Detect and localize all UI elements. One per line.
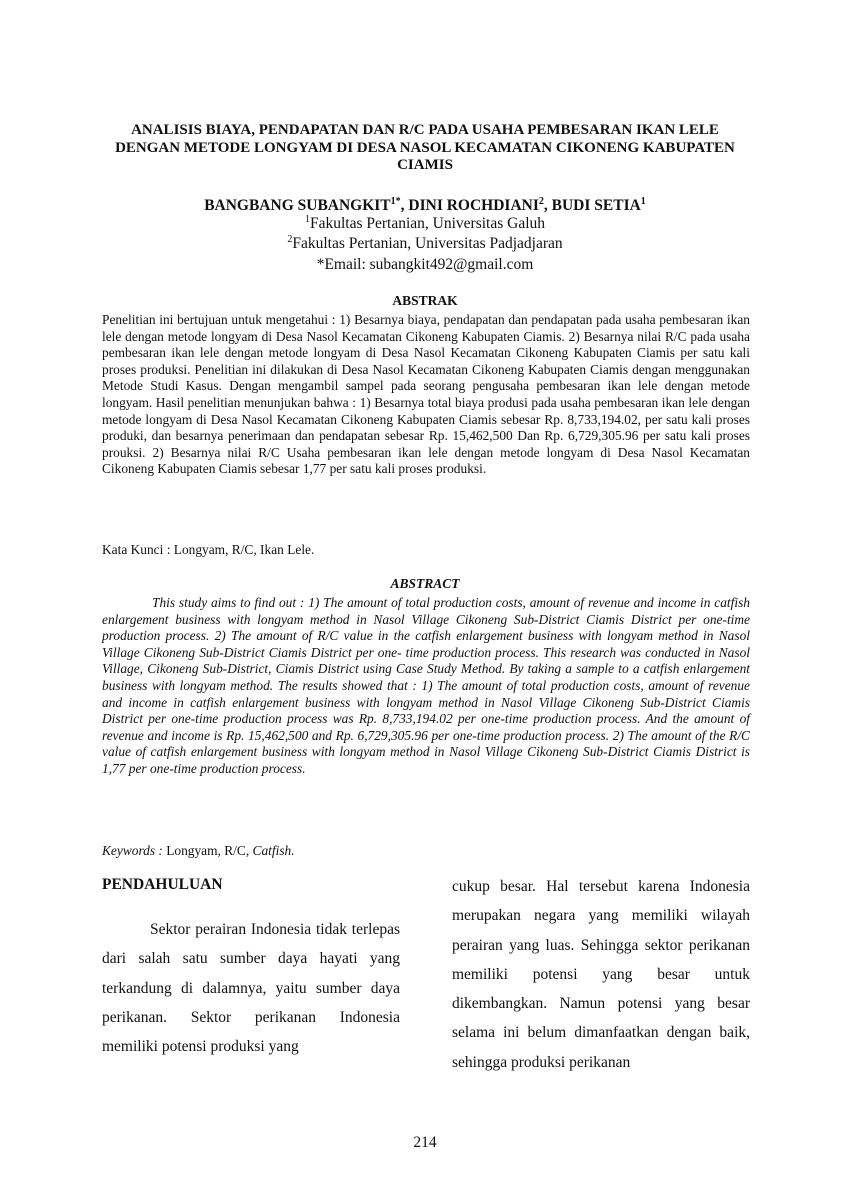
author-name: DINI ROCHDIANI bbox=[408, 197, 539, 214]
author-name: BUDI SETIA bbox=[551, 197, 641, 214]
abstrak-body: Penelitian ini bertujuan untuk mengetahui : 1) Besarnya biaya, pendapatan dan pendapatan pada usaha pembesaran ikan lele dengan metode longyam di Desa Nasol Kecamatan Cikoneng Kabupaten Ciamis. 2) Besarnya nilai R/C pada usaha pembesaran ikan lele dengan metode longyam di Desa Nasol Kecamatan Cikoneng Kabupaten Ciamis per satu kali proses produksi. Penelitian ini dilakukan di Desa Nasol Kecamatan Cikoneng Kabupaten Ciamis dengan menggunakan Metode Studi Kasus. Dengan mengambil sampel pada seorang pengusaha pembesaran ikan lele dengan metode longyam. Hasil penelitian menunjukan bahwa : 1) Besarnya total biaya produsi pada usaha pembesaran ikan lele dengan metode longyam di Desa Nasol Kecamatan Cikoneng Kabupaten Ciamis sebesar Rp. 8,733,194.02, per satu kali proses produki, dan besarnya penerimaan dan pendapatan sebesar Rp. 15,462,500 Dan Rp. 6,729,305.96 per satu kali proses prouksi. 2) Besarnya nilai R/C Usaha pembesaran ikan lele dengan metode longyam di Desa Nasol Kecamatan Cikoneng Kabupaten Ciamis sebesar 1,77 per satu kali proses produksi. bbox=[102, 312, 750, 477]
page-number: 214 bbox=[413, 1134, 437, 1151]
body-column-left: Sektor perairan Indonesia tidak terlepas dari salah satu sumber daya hayati yang terkandung di dalamnya, yaitu sumber daya perikanan. Sektor perikanan Indonesia memiliki potensi produksi yang bbox=[102, 921, 400, 1056]
corresponding-email: *Email: subangkit492@gmail.com bbox=[316, 256, 534, 273]
affiliation-text: Fakultas Pertanian, Universitas Galuh bbox=[309, 215, 546, 232]
affiliation-marker: 2 bbox=[287, 233, 293, 245]
author-affiliation-marker: 1* bbox=[390, 195, 401, 207]
paper-title: ANALISIS BIAYA, PENDAPATAN DAN R/C PADA USAHA PEMBESARAN IKAN LELE DENGAN METODE LONGYAM DI DESA NASOL KECAMATAN CIKONENG KABUPATEN CIAMIS bbox=[115, 122, 735, 173]
affiliation bbox=[100, 234, 750, 254]
abstract-body: This study aims to find out : 1) The amount of total production costs, amount of revenue and income in catfish enlargement business with longyam method in Nasol Village Cikoneng Sub-District Ciamis District per one-time production process. 2) The amount of R/C value in the catfish enlargement business with longyam method in Nasol Village Cikoneng Sub-District Ciamis District per one- time production process. This research was conducted in Nasol Village, Cikoneng Sub-District, Ciamis District using Case Study Method. By taking a sample to a catfish enlargement business with longyam method. The results showed that : 1) The amount of total production costs, amount of revenue and income in catfish enlargement business with longyam method in Nasol Village Cikoneng Sub-District Ciamis District per one-time production process was Rp. 8,733,194.02 per one-time production process. And the amount of revenue and income is Rp. 15,462,500 and Rp. 6,729,305.96 per one-time production process. 2) The amount of the R/C value of catfish enlargement business with longyam method in Nasol Village Cikoneng Sub-District Ciamis District is 1,77 per one-time production process. bbox=[102, 595, 750, 776]
abstrak-heading: ABSTRAK bbox=[392, 293, 458, 308]
keywords-label: Keywords : bbox=[102, 843, 163, 858]
author-list bbox=[100, 196, 750, 216]
abstract-keywords bbox=[102, 843, 750, 860]
section-heading: PENDAHULUAN bbox=[102, 876, 223, 893]
affiliation-marker: 1 bbox=[304, 213, 310, 225]
author-separator: , bbox=[543, 197, 552, 214]
body-column-right: cukup besar. Hal tersebut karena Indonesia merupakan negara yang memiliki wilayah perairan yang luas. Sehingga sektor perikanan memiliki potensi yang besar untuk dikembangkan. Namun potensi yang besar selama ini belum dimanfaatkan dengan baik, sehingga produksi perikanan bbox=[452, 878, 750, 1071]
abstrak-keywords: Kata Kunci : Longyam, R/C, Ikan Lele. bbox=[102, 542, 315, 557]
keywords-italic-term: Catfish. bbox=[252, 843, 295, 858]
affiliation bbox=[100, 214, 750, 234]
author-name: BANGBANG SUBANGKIT bbox=[204, 197, 391, 214]
author-separator: , bbox=[400, 197, 409, 214]
keywords-list: Longyam, R/C, bbox=[162, 843, 253, 858]
affiliation-text: Fakultas Pertanian, Universitas Padjadjaran bbox=[292, 235, 563, 252]
author-affiliation-marker: 2 bbox=[538, 195, 544, 207]
abstract-heading: ABSTRACT bbox=[390, 576, 460, 591]
author-affiliation-marker: 1 bbox=[640, 195, 646, 207]
